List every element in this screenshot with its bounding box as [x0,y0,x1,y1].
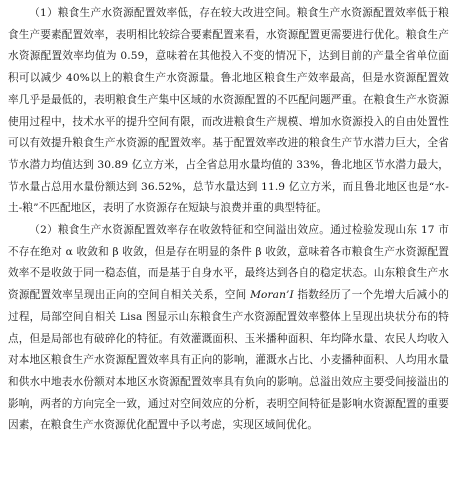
paragraph-2-text-part-2: 指数经历了一个先增大后减小的过程，局部空间自相关 Lisa 图显示山东粮食生产水资源配置效率整体上呈现出块状分布的特点，但是局部也有破碎化的特征。有效灌溉面积、玉米播种面积、年均降水量、农民人均收入对本地区粮食生产水资源配置效率具有正向的影响，灌溉水占比、小麦播种面积、人均用水量和供水中地表水份额对本地区水资源配置效率具有负向的影响。总溢出效应主要受间接溢出的影响，两者的方向完全一致，通过对空间效应的分析，表明空间特征是影响水资源配置的重要因素，在粮食生产水资源优化配置中予以考虑，实现区域间优化。 [8,289,449,432]
paragraph-1-text: （1）粮食生产水资源配置效率低，存在较大改进空间。粮食生产水资源配置效率低于粮食生产要素配置效率，表明相比较综合要素配置来看，水资源配置更需要进行优化。粮食生产水资源配置效率均值为 0.59，意味着在其他投入不变的情况下，达到目前的产量全省单位面积可以减少 40%以上的粮食生产水资源量。鲁北地区粮食生产效率最高，但是水资源配置效率几乎是最低的，表明粮食生产集中区域的水资源配置的不匹配问题严重。在粮食生产水资源使用过程中，技术水平的提升空间有限，而改进粮食生产规模、增加水资源投入的自由处置性可以有效提升粮食生产水资源的配置效率。基于配置效率改进的粮食生产节水潜力巨大，全省节水潜力均值达到 30.89 亿立方米，占全省总用水量均值的 33%，鲁北地区节水潜力最大，节水量占总用水量份额达到 36.52%，总节水量达到 11.9 亿立方米，而且鲁北地区也是“水-土-粮”不匹配地区，表明了水资源存在短缺与浪费并重的典型特征。 [8,7,449,215]
paragraph-2-text-part-1: （2）粮食生产水资源配置效率存在收敛特征和空间溢出效应。通过检验发现山东 17 市不存在绝对 α 收敛和 β 收敛，但是存在明显的条件 β 收敛，意味着各市粮食生产水资源配置效率不是收敛于同一稳态值，而是基于自身水平，最终达到各自的稳定状态。山东粮食生产水资源配置效率呈现出正向的空间自相关关系，空间 [8,224,449,302]
moran-i-term: Moran’I [250,289,294,302]
paragraph-1 [8,3,449,220]
paragraph-2 [8,220,449,437]
